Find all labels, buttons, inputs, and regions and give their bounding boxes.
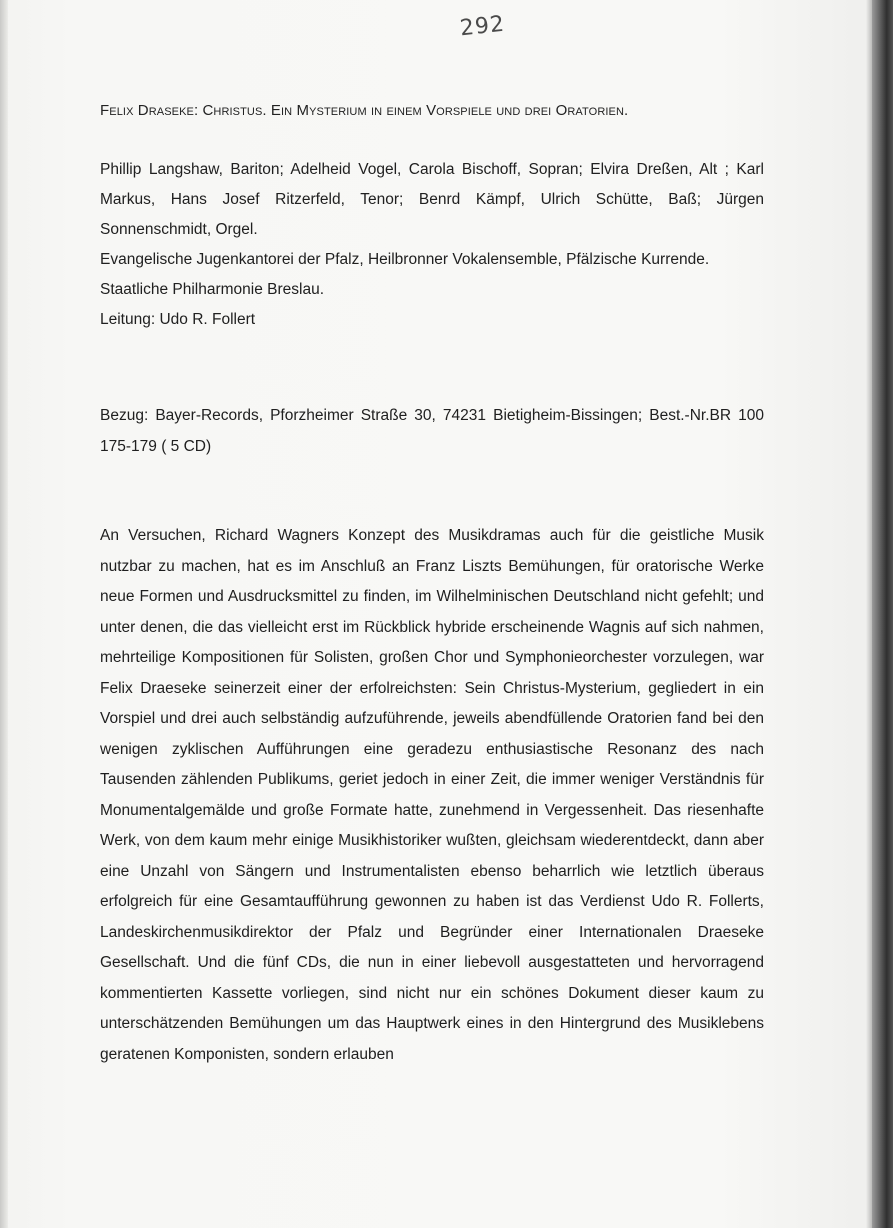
purchase-source: Bezug: Bayer-Records, Pforzheimer Straße 30, 74231 Bietigheim-Bissingen; Best.-Nr.BR 100 175-179 ( 5 CD) — [100, 407, 764, 455]
scan-border-strip — [872, 0, 893, 1228]
credits-orchestra: Staatliche Philharmonie Breslau. — [100, 281, 325, 298]
credits-soloists: Phillip Langshaw, Bariton; Adelheid Vogel, Carola Bischoff, Sopran; Elvira Dreßen, Alt ; Karl Markus, Hans Josef Ritzerfeld, Tenor; Benrd Kämpf, Ulrich Schütte, Baß; Jürgen Sonnenschmidt, Orgel. — [100, 161, 764, 238]
review-body: An Versuchen, Richard Wagners Konzept des Musikdramas auch für die geistliche Musik nutzbar zu machen, hat es im Anschluß an Franz Liszts Bemühungen, für oratorische Werke neue Formen und Ausdrucksmittel zu finden, im Wilhelminischen Deutschland nicht gefehlt; und unter denen, die das vielleicht erst im Rückblick hybride erscheinende Wagnis auf sich nahmen, mehrteilige Kompositionen für Solisten, großen Chor und Symphonieorchester vorzulegen, war Felix Draeseke seinerzeit einer der erfolreichsten: Sein Christus-Mysterium, gegliedert in ein Vorspiel und drei auch selbständig aufzuführende, jeweils abendfüllende Oratorien fand bei den wenigen zyklischen Aufführungen eine geradezu enthusiastische Resonanz des nach Tausenden zählenden Publikums, geriet jedoch in einer Zeit, die immer weniger Verständnis für Monumentalgemälde und große Formate hatte, zunehmend in Vergessenheit. Das riesenhafte Werk, von dem kaum mehr einige Musikhistoriker wußten, gleichsam wiederentdeckt, dann aber eine Unzahl von Sängern und Instrumentalisten ebenso beharrlich wie letztlich überaus erfolgreich für eine Gesamtaufführung gewonnen zu haben ist das Verdienst Udo R. Follerts, Landeskirchenmusikdirektor der Pfalz und Begründer einer Internationalen Draeseke Gesellschaft. Und die fünf CDs, die nun in einer liebevoll ausgestatteten und hervorragend kommentierten Kassette vorliegen, sind nicht nur ein schönes Dokument dieser kaum zu unterschätzenden Bemühungen um das Hauptwerk eines in den Hintergrund des Musiklebens geratenen Komponisten, sondern erlauben — [100, 527, 764, 1063]
handwritten-page-number: 292 — [458, 11, 507, 42]
page-left-edge-shadow — [0, 0, 8, 1228]
performer-credits — [100, 155, 764, 335]
credits-choirs: Evangelische Jugenkantorei der Pfalz, Heilbronner Vokalensemble, Pfälzische Kurrende. — [100, 251, 710, 268]
review-heading: Felix Draseke: Christus. Ein Mysterium in einem Vorspiele und drei Oratorien. — [100, 102, 629, 119]
credits-conductor: Leitung: Udo R. Follert — [100, 311, 256, 328]
